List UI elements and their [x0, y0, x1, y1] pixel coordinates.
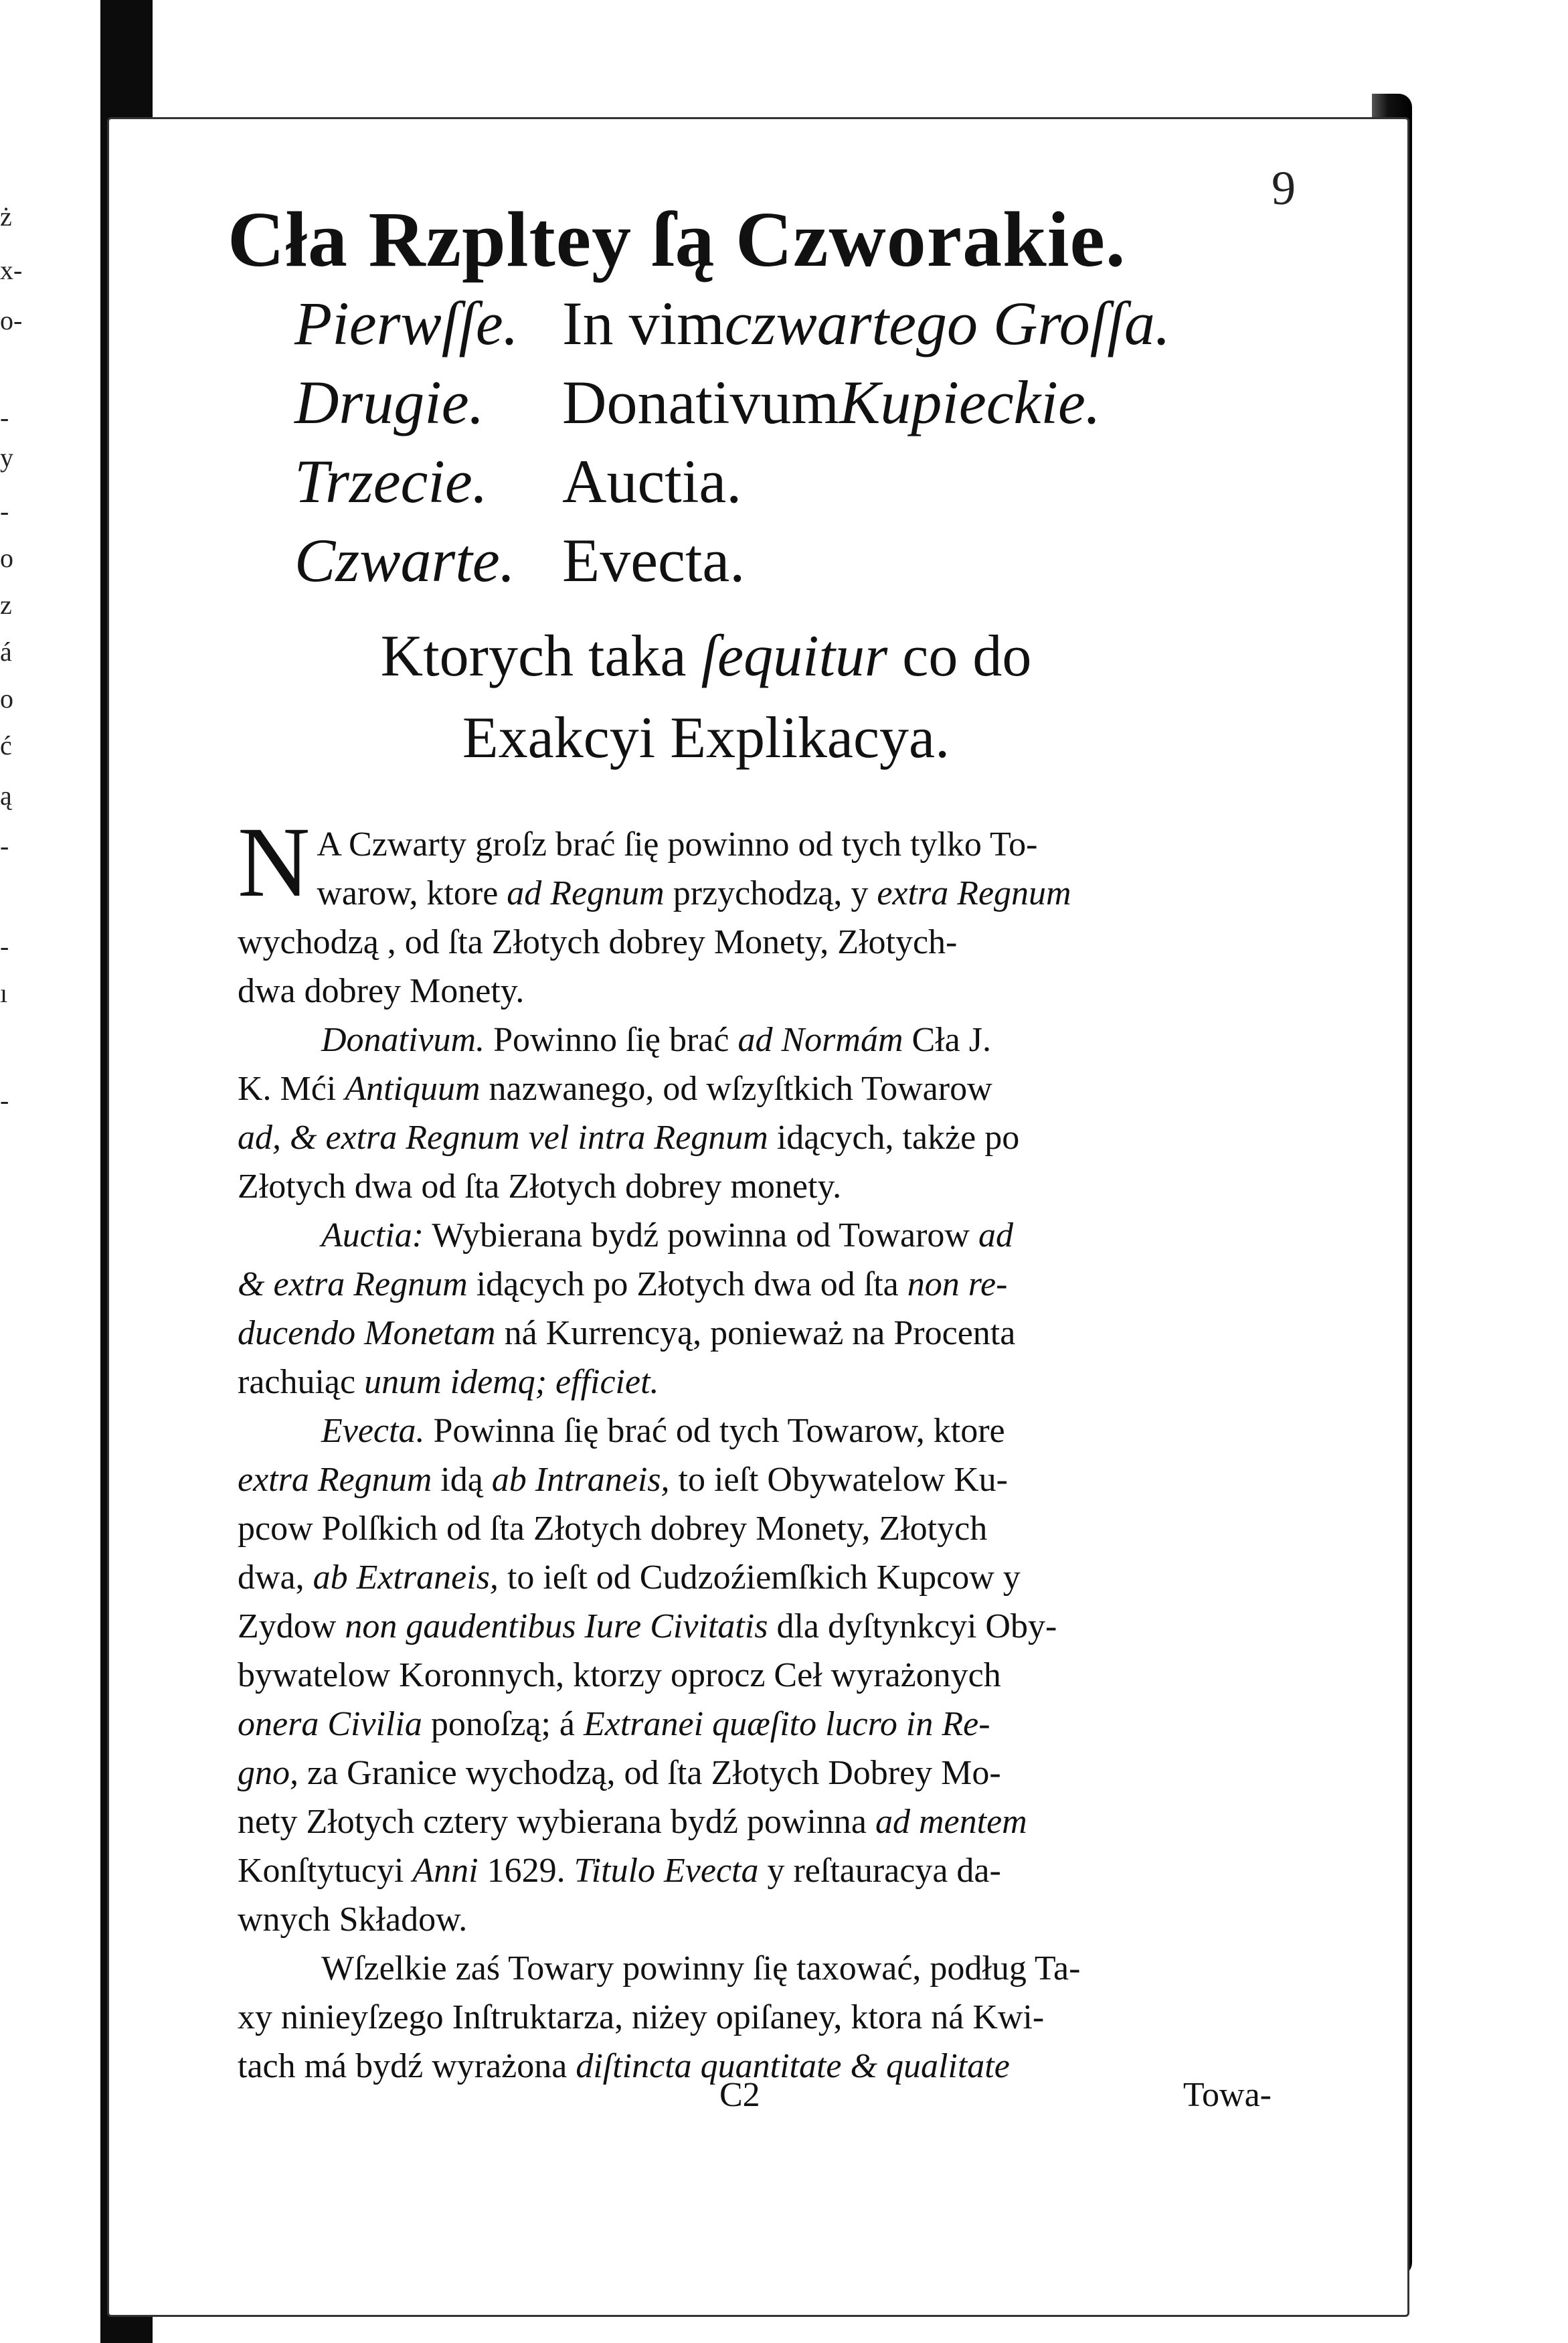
text-span-italic: ducendo Monetam [238, 1314, 496, 1352]
left-fragment: ı [0, 978, 8, 1008]
left-fragment: - [0, 496, 9, 526]
left-page-margin [0, 120, 94, 1459]
text-span-italic: ab Extraneis, [313, 1558, 499, 1597]
page-title: Cła Rzpltey ſą Czworakie. [228, 195, 1126, 283]
text-span: ponoſzą; á [422, 1705, 584, 1743]
text-span-italic: extra Regnum [238, 1461, 432, 1499]
text-line [238, 1797, 1272, 1846]
left-fragment: o [0, 683, 13, 714]
text-span: wnych Składow. [238, 1901, 468, 1939]
text-line [238, 1602, 1272, 1651]
left-fragment: o [0, 543, 13, 573]
heading-line-2: Exakcyi Explikacya. [462, 706, 950, 771]
text-span: to ieſt od Cudzoźiemſkich Kupcow y [498, 1558, 1021, 1597]
text-span-italic: Antiquum [345, 1070, 481, 1108]
text-span: dwa dobrey Monety. [238, 972, 525, 1010]
paragraph-auctia [238, 1211, 1272, 1406]
type-text: In vim [562, 289, 725, 357]
text-span: przychodzą, y [664, 874, 877, 912]
body-text [238, 807, 1272, 2091]
text-line [238, 1113, 1272, 1162]
text-line [238, 967, 1272, 1016]
heading-text: co do [887, 624, 1032, 689]
text-span: idących, także po [768, 1119, 1020, 1157]
type-text: Evecta. [562, 526, 746, 594]
text-span-italic: ad Regnum [507, 874, 665, 912]
text-line [238, 1651, 1272, 1700]
text-span-italic: onera Civilia [238, 1705, 422, 1743]
text-line [238, 1895, 1272, 1944]
text-span: Złotych dwa od ſta Złotych dobrey monety. [238, 1167, 842, 1206]
left-fragment: z [0, 590, 12, 620]
section-heading [221, 616, 1191, 779]
type-ordinal: Trzecie. [294, 447, 488, 515]
left-fragment: y [0, 442, 13, 473]
type-item [294, 288, 1298, 367]
text-line [317, 869, 1272, 918]
paragraph-evecta [238, 1406, 1272, 1944]
text-span: wychodzą , od ſta Złotych dobrey Monety, Złotych- [238, 923, 958, 961]
text-span: y reſtauracya da- [758, 1852, 1001, 1890]
text-line [238, 918, 1272, 967]
text-span: rachuiąc [238, 1363, 365, 1401]
text-span: pcow Polſkich od ſta Złotych dobrey Monety, Złotych [238, 1510, 988, 1548]
text-line [238, 1944, 1272, 1993]
type-text-italic: czwartego Groſſa. [724, 289, 1170, 357]
paragraph-towary [238, 1944, 1272, 2091]
paragraph-czwarty-grosz [238, 807, 1272, 1016]
type-ordinal: Drugie. [294, 368, 485, 436]
type-text: Donativum [562, 368, 839, 436]
left-fragment: á [0, 637, 12, 667]
paragraph-donativum [238, 1016, 1272, 1211]
text-span-italic: ad, & extra Regnum vel intra Regnum [238, 1119, 768, 1157]
text-span-italic: non re- [907, 1265, 1008, 1303]
text-span: Wſzelkie zaś Towary powinny ſię taxować, podług Ta- [321, 1949, 1081, 1988]
text-span-italic: ad Normám [737, 1021, 903, 1059]
text-line [238, 1309, 1272, 1358]
text-span: Powinna ſię brać od tych Towarow, ktore [424, 1412, 1005, 1450]
type-text: Auctia. [562, 447, 742, 515]
text-span-italic: Donativum. [321, 1021, 485, 1059]
text-line [238, 1064, 1272, 1113]
text-span-italic: Auctia: [321, 1216, 424, 1255]
text-line [238, 1260, 1272, 1309]
text-line [238, 1749, 1272, 1797]
text-line [238, 1846, 1272, 1895]
text-line [238, 1553, 1272, 1602]
text-line [238, 1211, 1272, 1260]
left-fragment: - [0, 831, 9, 861]
text-span-italic: non gaudentibus Iure Civitatis [345, 1607, 768, 1645]
text-line [238, 1455, 1272, 1504]
text-span: Konſtytucyi [238, 1852, 413, 1890]
text-line [317, 820, 1272, 869]
text-span: tach má bydź wyrażona [238, 2047, 576, 2085]
text-span-italic: ad mentem [875, 1803, 1027, 1841]
left-fragment: ż [0, 201, 12, 232]
text-span-italic: & extra Regnum [238, 1265, 468, 1303]
text-span: idących po Złotych dwa od ſta [467, 1265, 907, 1303]
text-span-italic: gno, [238, 1754, 298, 1792]
text-line [238, 1993, 1272, 2042]
type-ordinal: Pierwſſe. [294, 289, 519, 357]
text-span-italic: Extranei quæſito lucro in Re- [584, 1705, 990, 1743]
text-span: Cła J. [903, 1021, 991, 1059]
left-fragment: o- [0, 305, 23, 335]
text-span: dwa, [238, 1558, 313, 1597]
text-span: ná Kurrencyą, ponieważ na Procenta [495, 1314, 1016, 1352]
heading-text-italic: ſequitur [701, 624, 888, 689]
left-fragment: ą [0, 781, 12, 811]
type-item [294, 367, 1298, 446]
catchword: Towa- [1183, 2076, 1272, 2114]
text-line [238, 1504, 1272, 1553]
heading-text: Ktorych taka [380, 624, 701, 689]
text-span: bywatelow Koronnych, ktorzy oprocz Ceł wyrażonych [238, 1656, 1001, 1694]
signature-mark: C2 [719, 2076, 760, 2114]
type-text-italic: Kupieckie. [839, 368, 1101, 436]
text-line [238, 1162, 1272, 1211]
text-line [238, 1406, 1272, 1455]
text-span-italic: unum idemq; efficiet. [364, 1363, 659, 1401]
left-fragment: - [0, 1085, 9, 1115]
text-span-italic: Anni [412, 1852, 478, 1890]
text-span: Powinno ſię brać [485, 1021, 738, 1059]
type-item [294, 525, 1298, 604]
text-span: K. Mći [238, 1070, 345, 1108]
text-span: idą [432, 1461, 492, 1499]
type-ordinal: Czwarte. [294, 526, 515, 594]
text-span: xy ninieyſzego Inſtruktarza, niżey opiſaney, ktora ná Kwi- [238, 1998, 1045, 2036]
drop-cap: N [238, 807, 311, 918]
text-line [238, 1358, 1272, 1406]
text-span: to ieſt Obywatelow Ku- [669, 1461, 1008, 1499]
text-span: warow, ktore [317, 874, 507, 912]
text-span: dla dyſtynkcyi Oby- [768, 1607, 1057, 1645]
text-span-italic: ad [978, 1216, 1013, 1255]
left-fragment: ć [0, 730, 12, 760]
folio-number: 9 [1272, 161, 1296, 215]
type-item [294, 446, 1298, 525]
text-span: 1629. [478, 1852, 574, 1890]
customs-types-list [294, 288, 1298, 604]
text-span-italic: extra Regnum [877, 874, 1071, 912]
left-fragment: x- [0, 255, 23, 285]
text-span: za Granice wychodzą, od ſta Złotych Dobrey Mo- [298, 1754, 1001, 1792]
text-span: nazwanego, od wſzyſtkich Towarow [480, 1070, 992, 1108]
text-span: nety Złotych cztery wybierana bydź powinna [238, 1803, 875, 1841]
left-fragment: - [0, 402, 9, 432]
text-line [238, 1700, 1272, 1749]
text-span-italic: Evecta. [321, 1412, 425, 1450]
text-span-italic: ab Intraneis, [491, 1461, 670, 1499]
text-line [238, 1016, 1272, 1064]
text-span-italic: Titulo Evecta [574, 1852, 759, 1890]
page-footer [238, 2075, 1272, 2129]
text-span: A Czwarty groſz brać ſię powinno od tych tylko To- [317, 825, 1038, 864]
left-fragment: - [0, 931, 9, 961]
text-span-italic: diſtincta quantitate & qualitate [576, 2047, 1010, 2085]
text-span: Zydow [238, 1607, 345, 1645]
text-span: Wybierana bydź powinna od Towarow [424, 1216, 978, 1255]
